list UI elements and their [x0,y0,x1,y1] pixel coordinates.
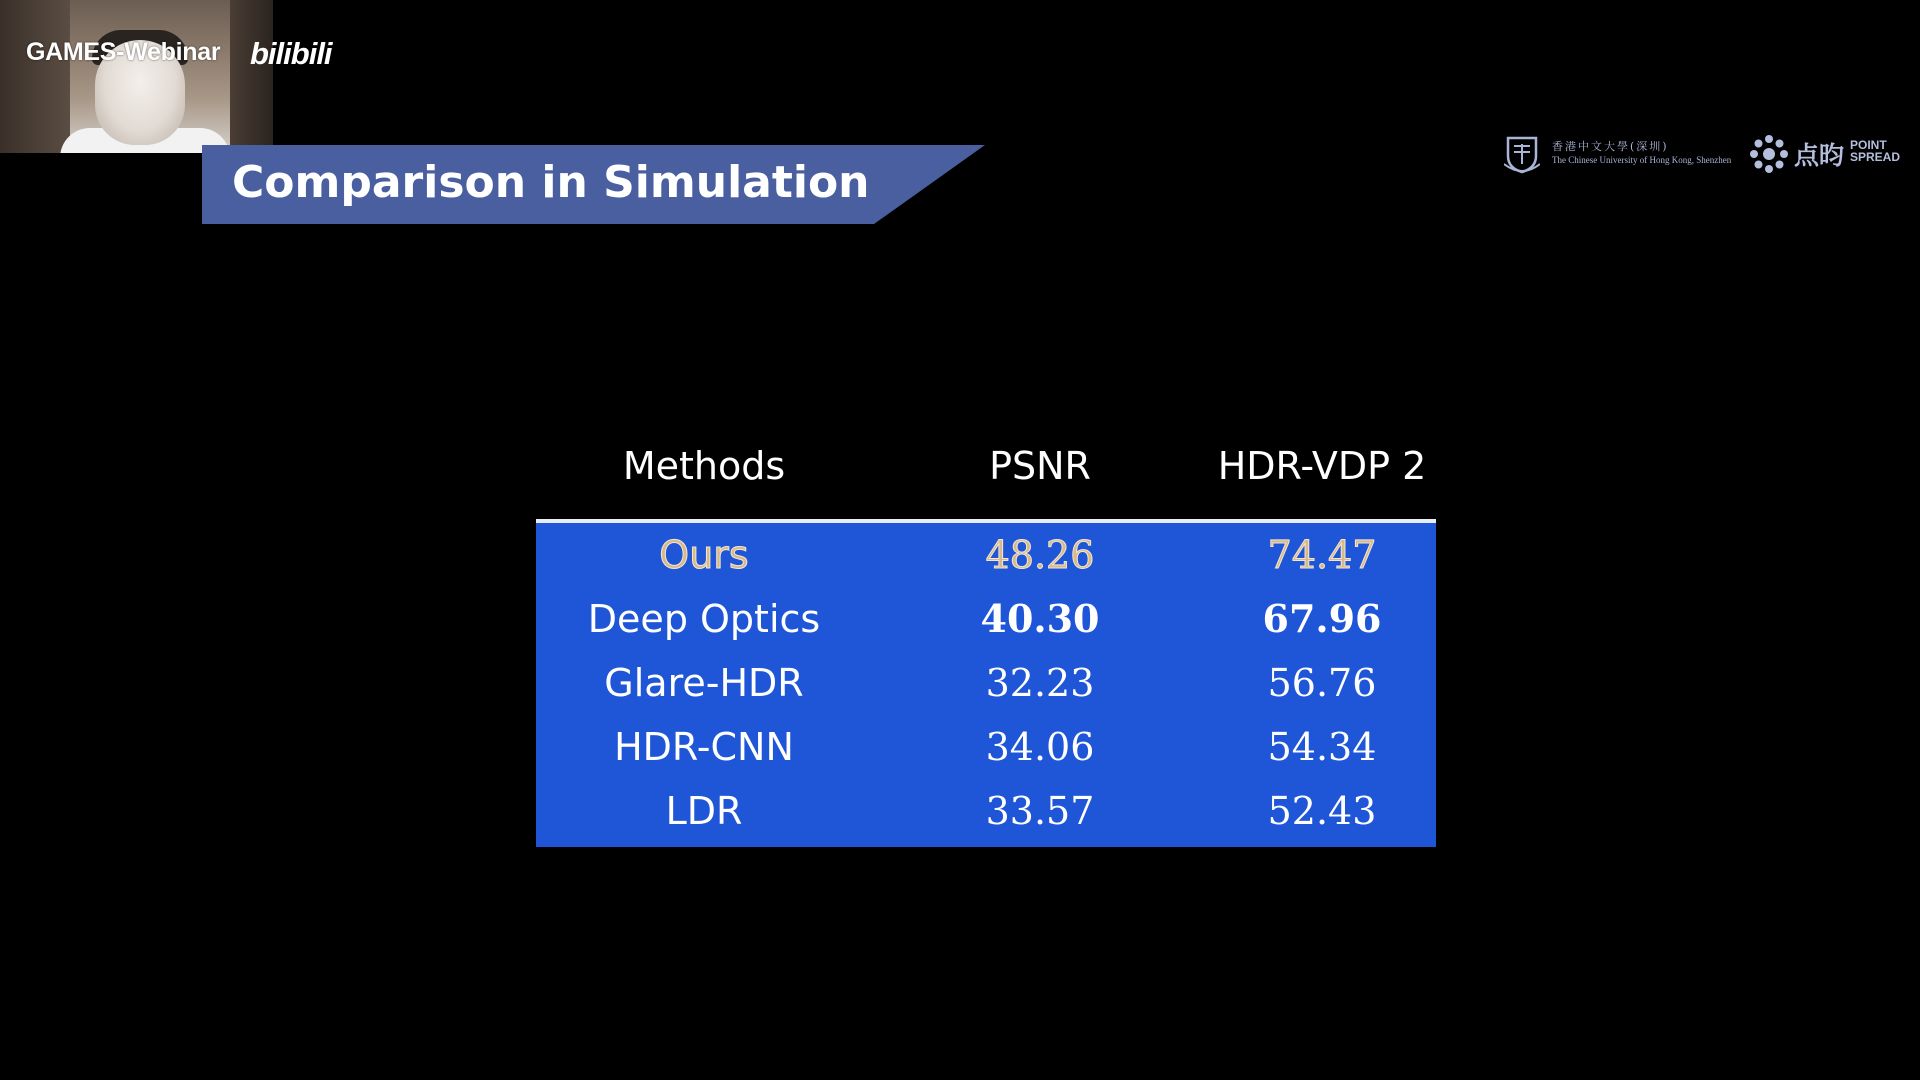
cell-hdrvdp: 67.96 [1262,596,1382,641]
cuhk-crest-icon [1504,134,1540,174]
table-row-ours [536,523,1436,587]
webcam-background-shelf [230,0,273,153]
comparison-table [536,430,1436,833]
cell-hdrvdp: 74.47 [1267,533,1377,577]
header-hdr-vdp: HDR-VDP 2 [1217,444,1427,488]
cell-psnr: 32.23 [985,661,1095,705]
cell-method: Deep Optics [587,597,821,641]
cell-method: LDR [665,789,743,833]
institution-logos [1500,130,1900,180]
cell-psnr: 40.30 [980,596,1100,641]
presenter-webcam [0,0,273,153]
slide-title: Comparison in Simulation [232,157,870,208]
cell-hdrvdp: 54.34 [1267,725,1377,769]
cell-psnr: 34.06 [985,725,1095,769]
cell-method: Glare-HDR [604,661,804,705]
header-psnr: PSNR [989,444,1091,488]
cuhk-chinese-name: 香港中文大學(深圳) [1552,140,1669,153]
table-body [536,519,1436,847]
title-banner [202,145,985,224]
cell-psnr: 48.26 [985,533,1095,577]
games-webinar-watermark: GAMES-Webinar [26,38,221,66]
header-methods: Methods [622,444,786,488]
table-row-glare-hdr [536,651,1436,715]
pointspread-english-name: POINT SPREAD [1850,138,1901,164]
table-row-deep-optics [536,587,1436,651]
table-header [536,430,1436,520]
webcam-background-wall [0,0,70,153]
table-row-ldr [536,779,1436,843]
cuhk-english-name: The Chinese University of Hong Kong, Shenzhen [1552,155,1732,165]
cell-hdrvdp: 56.76 [1267,661,1377,705]
table-row-hdr-cnn [536,715,1436,779]
cell-method: HDR-CNN [614,725,794,769]
cell-method: Ours [659,533,749,577]
cell-psnr: 33.57 [985,789,1095,833]
pointspread-chinese-name: 点昀 [1794,141,1845,170]
pointspread-logo-icon [1749,134,1789,174]
cell-hdrvdp: 52.43 [1267,789,1377,833]
bilibili-logo: bilibili [250,36,332,71]
